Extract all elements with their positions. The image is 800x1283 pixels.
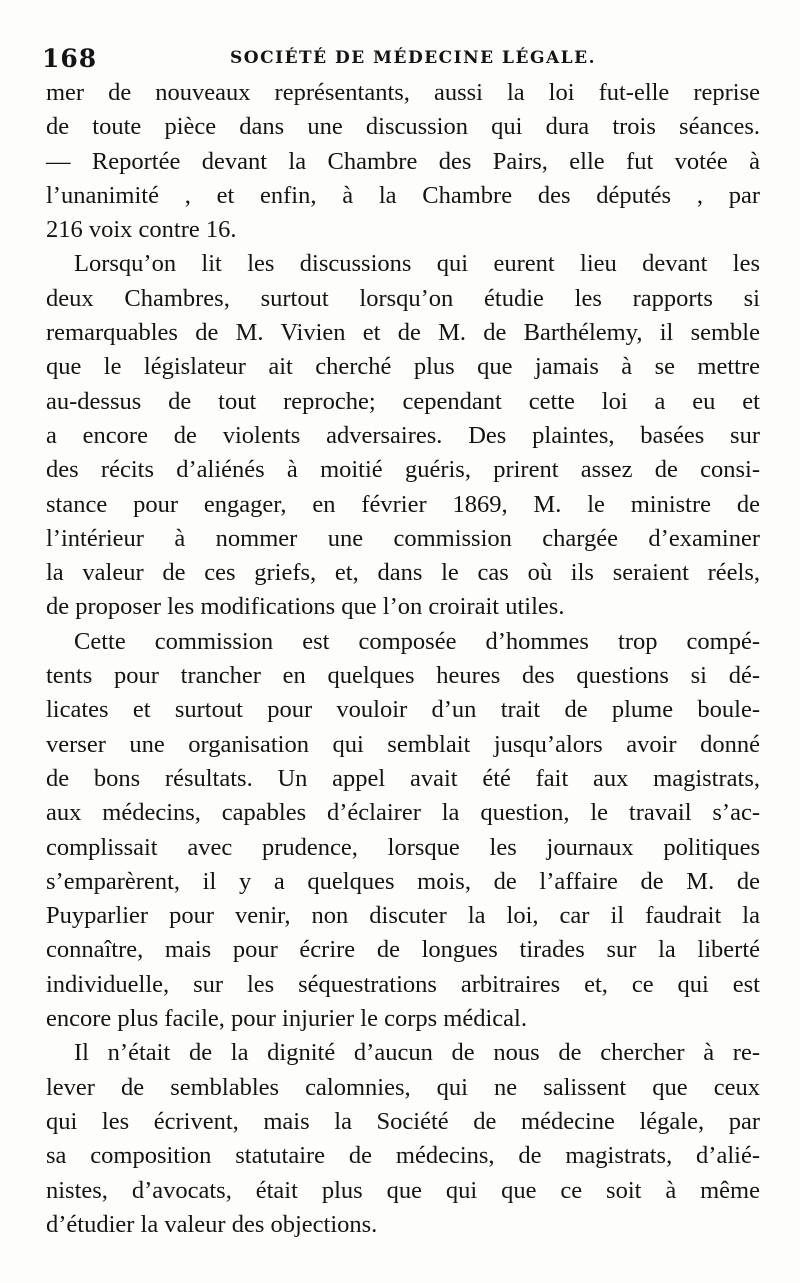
running-title: SOCIÉTÉ DE MÉDECINE LÉGALE. bbox=[230, 48, 596, 68]
text-line: mer de nouveaux représentants, aussi la loi fut-elle reprise bbox=[46, 79, 760, 106]
text-line: Cette commission est composée d’hommes trop compé- bbox=[74, 627, 760, 655]
text-line: d’étudier la valeur des objections. bbox=[46, 1210, 378, 1238]
text-line: tents pour trancher en quelques heures des questions si dé- bbox=[46, 662, 760, 690]
text-line: Il n’était de la dignité d’aucun de nous de chercher à re- bbox=[74, 1039, 760, 1067]
text-line: sa composition statutaire de médecins, de magistrats, d’alié- bbox=[46, 1142, 760, 1170]
text-line: la valeur de ces griefs, et, dans le cas où ils seraient réels, bbox=[46, 559, 760, 587]
text-line: — Reportée devant la Chambre des Pairs, elle fut votée à bbox=[46, 147, 760, 175]
text-line: nistes, d’avocats, était plus que qui que ce soit à même bbox=[46, 1176, 760, 1204]
text-line: remarquables de M. Vivien et de M. de Barthélemy, il semble bbox=[46, 319, 760, 347]
body-text bbox=[46, 76, 760, 1242]
text-line: de toute pièce dans une discussion qui dura trois séances. bbox=[46, 113, 760, 141]
text-line: lever de semblables calomnies, qui ne salissent que ceux bbox=[46, 1073, 760, 1101]
text-line: au-dessus de tout reproche; cependant cette loi a eu et bbox=[46, 387, 760, 415]
text-line: aux médecins, capables d’éclairer la question, le travail s’ac- bbox=[46, 799, 760, 827]
text-line: encore plus facile, pour injurier le corps médical. bbox=[46, 1005, 527, 1033]
text-line: verser une organisation qui semblait jusqu’alors avoir donné bbox=[46, 730, 760, 758]
text-line: s’emparèrent, il y a quelques mois, de l’affaire de M. de bbox=[46, 867, 760, 895]
text-line: stance pour engager, en février 1869, M. le ministre de bbox=[46, 490, 760, 518]
page-number: 168 bbox=[42, 44, 98, 73]
text-line: licates et surtout pour vouloir d’un trait de plume boule- bbox=[46, 696, 760, 724]
text-line: connaître, mais pour écrire de longues tirades sur la liberté bbox=[46, 936, 760, 964]
text-line: Lorsqu’on lit les discussions qui eurent lieu devant les bbox=[74, 250, 760, 278]
text-line: des récits d’aliénés à moitié guéris, prirent assez de consi- bbox=[46, 456, 760, 484]
text-line: individuelle, sur les séquestrations arbitraires et, ce qui est bbox=[46, 970, 760, 998]
text-line: a encore de violents adversaires. Des plaintes, basées sur bbox=[46, 421, 760, 449]
text-line: Puyparlier pour venir, non discuter la loi, car il faudrait la bbox=[46, 902, 760, 930]
text-line: deux Chambres, surtout lorsqu’on étudie les rapports si bbox=[46, 284, 760, 312]
text-line: l’unanimité , et enfin, à la Chambre des députés , par bbox=[46, 181, 760, 209]
page-header bbox=[42, 44, 762, 76]
text-line: de bons résultats. Un appel avait été fait aux magistrats, bbox=[46, 764, 760, 792]
text-line: qui les écrivent, mais la Société de médecine légale, par bbox=[46, 1107, 760, 1135]
text-line: complissait avec prudence, lorsque les journaux politiques bbox=[46, 833, 760, 861]
text-line: de proposer les modifications que l’on croirait utiles. bbox=[46, 593, 565, 621]
text-line: l’intérieur à nommer une commission chargée d’examiner bbox=[46, 524, 760, 552]
text-line: 216 voix contre 16. bbox=[46, 216, 237, 244]
text-line: que le législateur ait cherché plus que jamais à se mettre bbox=[46, 353, 760, 381]
